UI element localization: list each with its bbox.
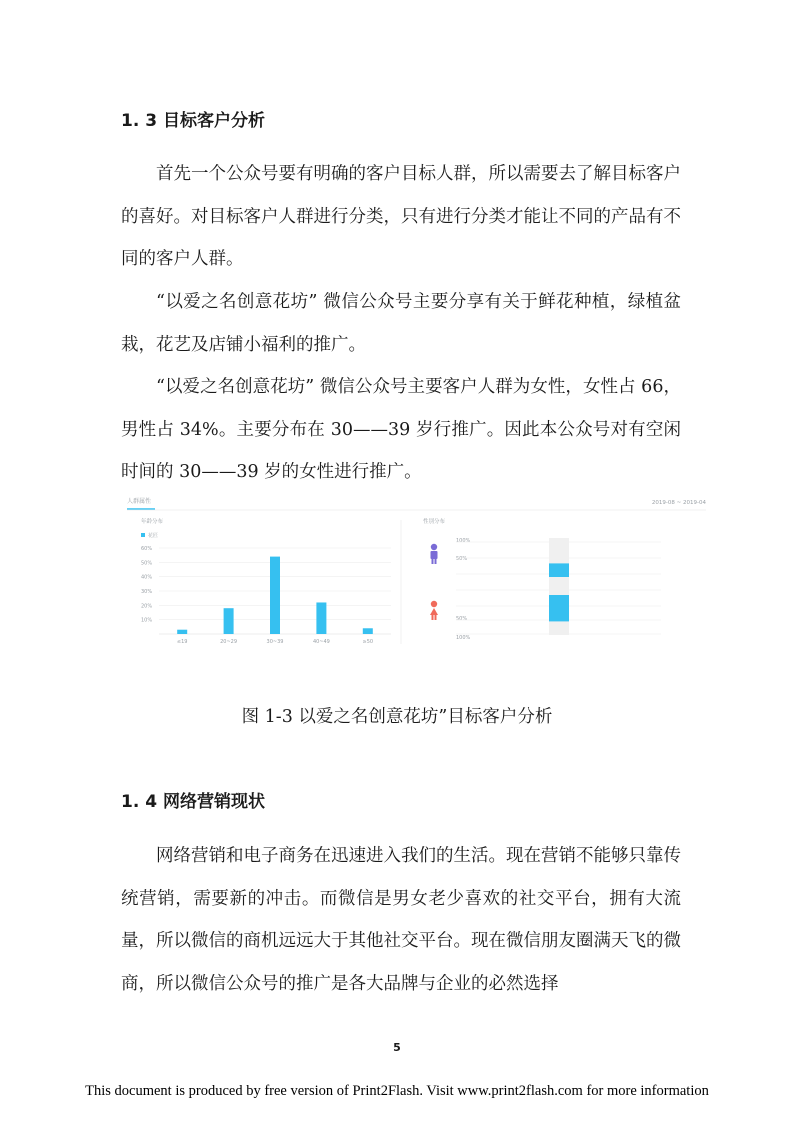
gender-tick-label: 50%	[456, 616, 468, 622]
legend-swatch	[141, 533, 145, 537]
age-y-tick-label: 20%	[141, 603, 153, 610]
paragraph-2: “以爱之名创意花坊” 微信公众号主要分享有关于鲜花种植，绿植盆栽，花艺及店铺小福利的推广。	[121, 292, 681, 355]
age-y-tick-label: 60%	[141, 546, 153, 552]
age-y-tick-label: 10%	[141, 617, 153, 624]
age-y-tick-label: 50%	[141, 560, 153, 567]
age-bar	[363, 628, 373, 634]
audience-figure	[121, 494, 710, 654]
age-bar	[224, 608, 234, 634]
age-x-tick-label: 20~29	[220, 639, 238, 645]
gender-bar-male	[549, 563, 569, 577]
tab-label: 人群属性	[127, 498, 152, 505]
age-x-tick-label: 30~39	[266, 639, 284, 645]
page-number: 5	[393, 1041, 401, 1054]
age-x-tick-label: 40~49	[312, 639, 330, 645]
gender-tick-label: 50%	[456, 556, 468, 562]
age-y-tick-label: 30%	[141, 589, 153, 595]
print2flash-footer: This document is produced by free version of Print2Flash. Visit www.print2flash.com for more information	[85, 1083, 709, 1099]
paragraph-1: 首先一个公众号要有明确的客户目标人群，所以需要去了解目标客户的喜好。对目标客户人群进行分类，只有进行分类才能让不同的产品有不同的客户人群。	[121, 164, 681, 269]
figure-caption: 图 1-3 以爱之名创意花坊”目标客户分析	[241, 707, 553, 727]
gender-tick-label: 100%	[456, 635, 471, 641]
paragraph-4: 网络营销和电子商务在迅速进入我们的生活。现在营销不能够只靠传统营销，需要新的冲击。而微信是男女老少喜欢的社交平台，拥有大流量，所以微信的商机远远大于其他社交平台。现在微信朋友圈满天飞的微商，所以微信公众号的推广是各大品牌与企业的必然选择	[121, 846, 681, 994]
paragraph-3: “以爱之名创意花坊” 微信公众号主要客户人群为女性，女性占 66，男性占 34%。主要分布在 30——39 岁行推广。因此本公众号对有空闲时间的 30——39 岁的女性进行推广。	[121, 377, 681, 482]
section-heading-1-3: 1. 3 目标客户分析	[121, 111, 265, 131]
age-chart	[141, 546, 391, 645]
gender-chart-title: 性别分布	[423, 519, 446, 525]
gender-tick-labels	[456, 538, 471, 641]
age-x-tick-label: ≤19	[176, 639, 188, 645]
gender-bar-female	[549, 595, 569, 621]
male-person-icon	[431, 544, 438, 564]
age-y-tick-label: 40%	[141, 574, 153, 581]
age-bar	[270, 557, 280, 634]
legend-label: 花匠	[148, 533, 159, 539]
gender-tick-label: 100%	[456, 538, 471, 544]
age-bar	[316, 602, 326, 634]
age-bar	[177, 630, 187, 634]
section-heading-1-4: 1. 4 网络营销现状	[121, 792, 265, 812]
age-chart-title: 年龄分布	[141, 519, 164, 525]
age-x-tick-label: ≥50	[362, 639, 374, 645]
date-range: 2019-08 ~ 2019-04	[651, 500, 706, 506]
female-person-icon	[430, 601, 438, 620]
gender-chart	[456, 538, 661, 635]
